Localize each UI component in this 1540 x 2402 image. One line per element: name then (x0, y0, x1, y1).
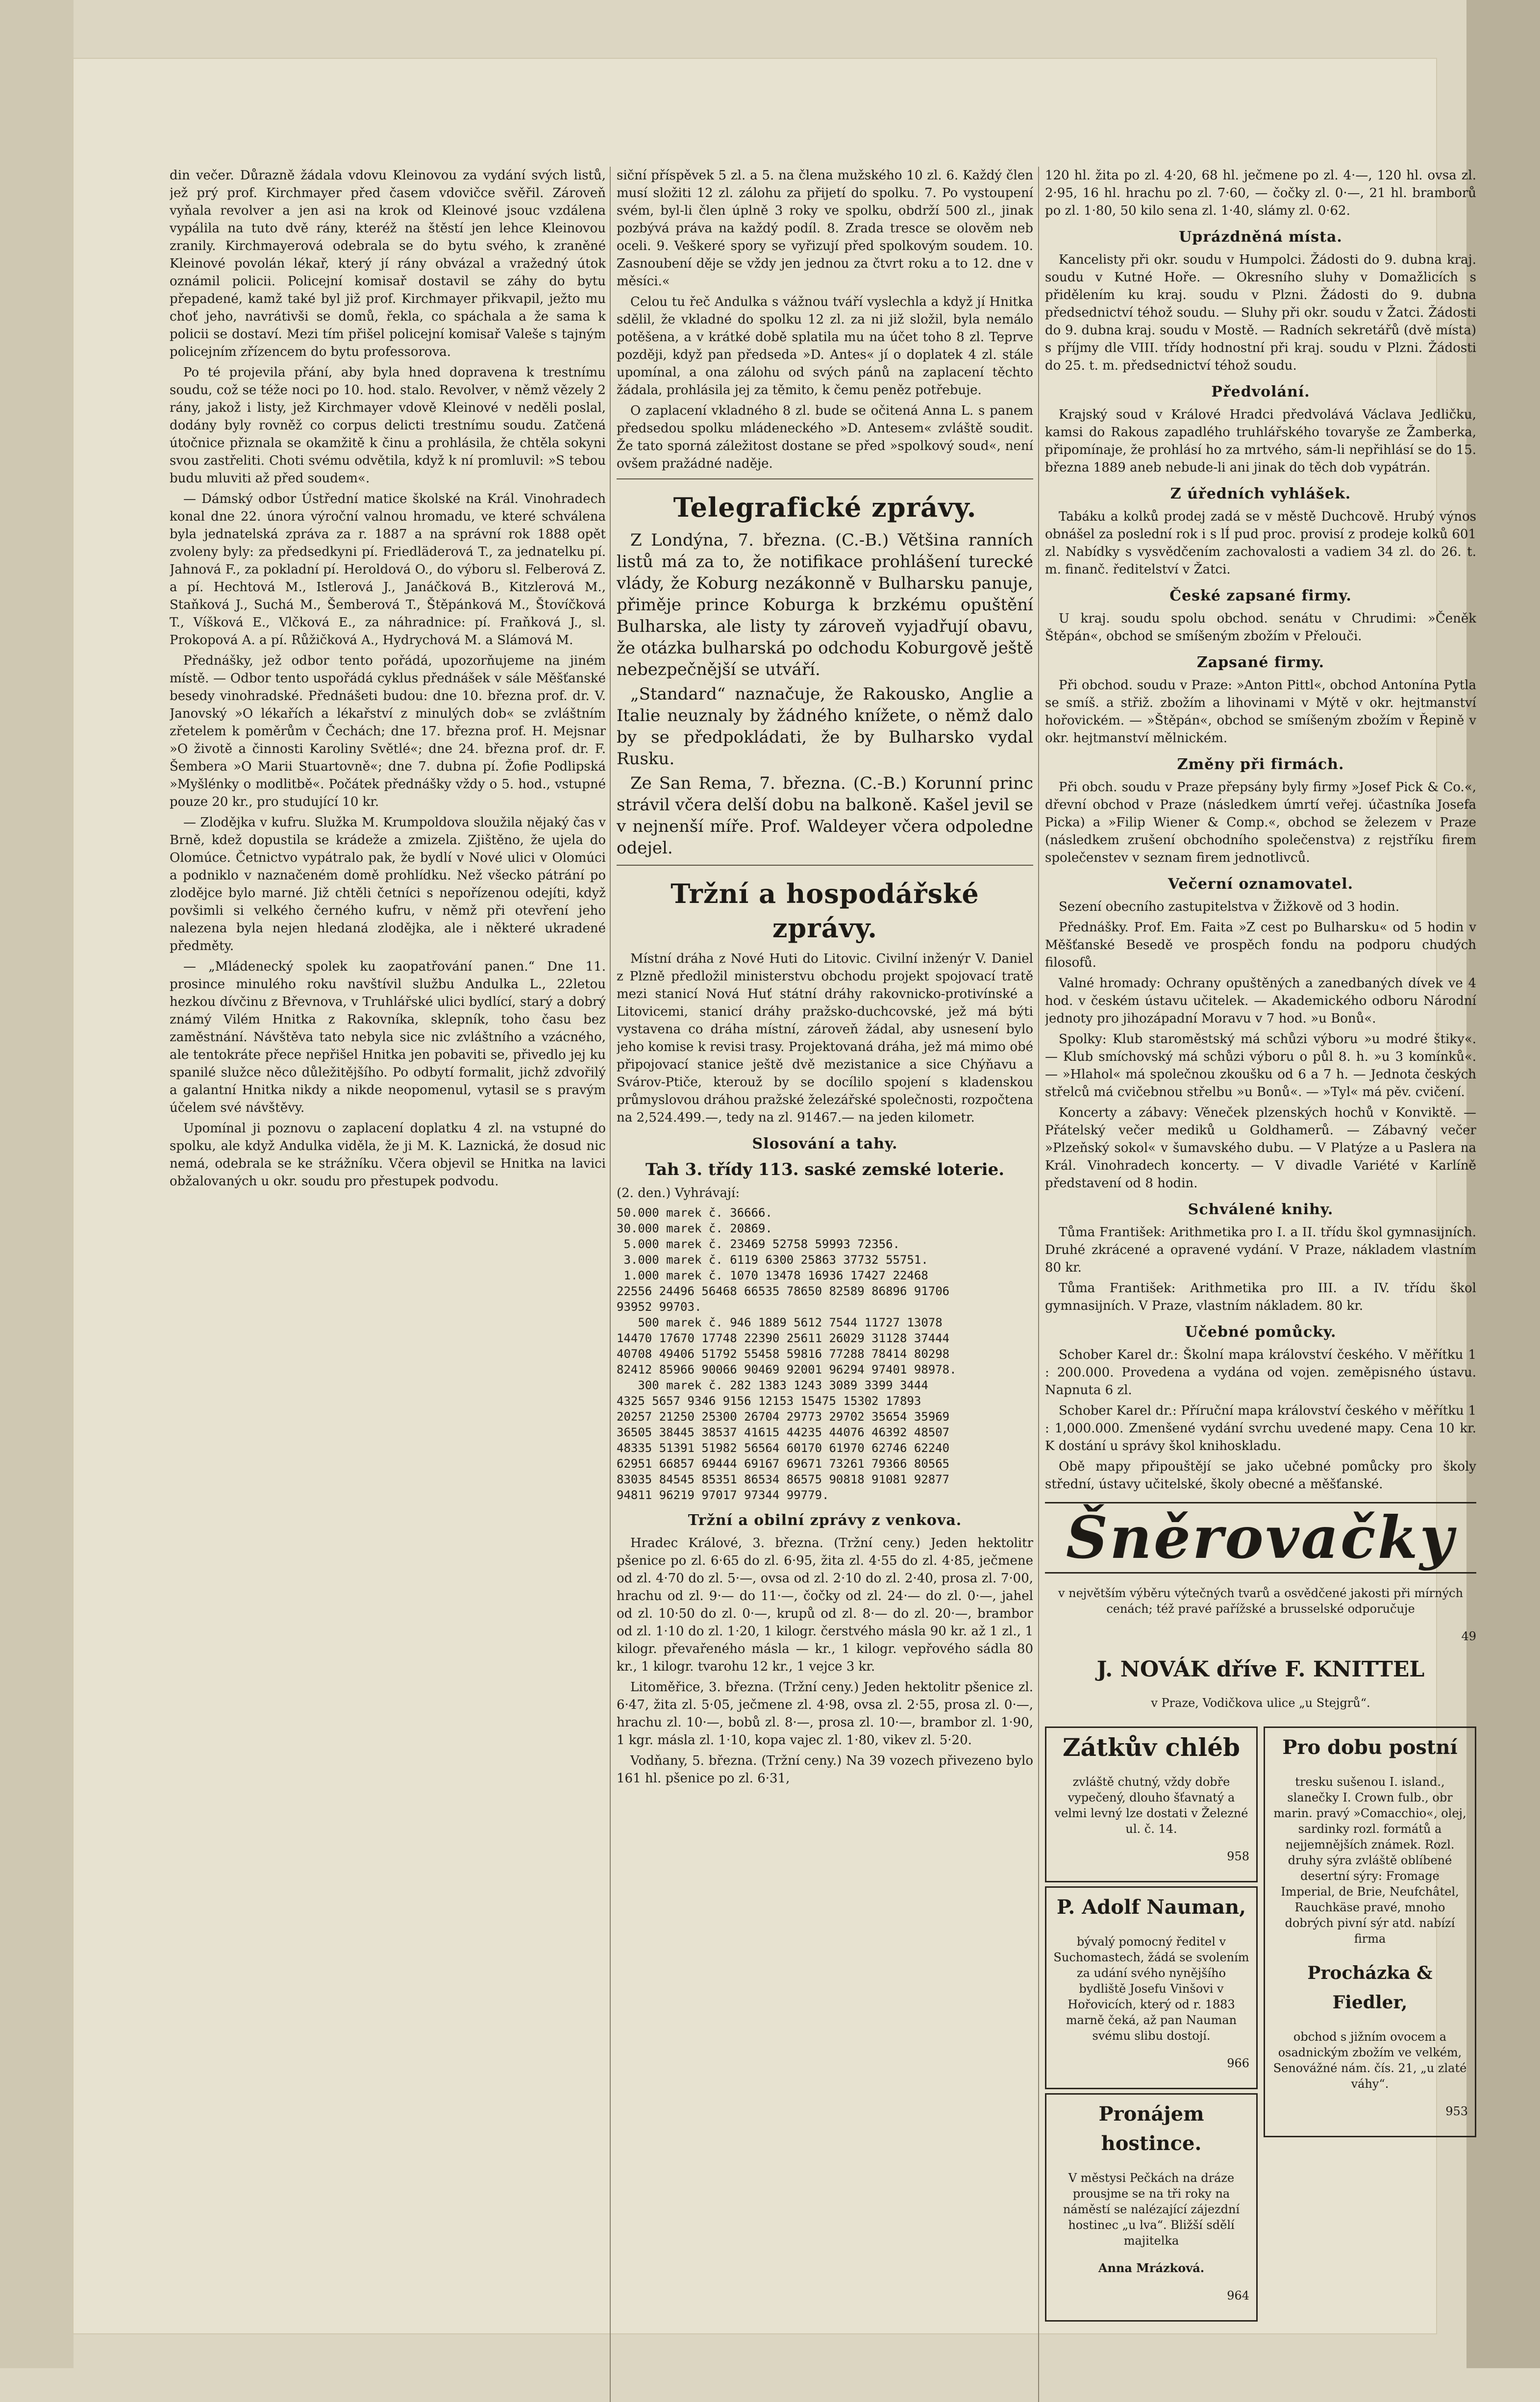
lottery-line: 82412 85966 90066 90469 92001 96294 97401 98978. (617, 1362, 1033, 1377)
grain-item: Litoměřice, 3. března. (Tržní ceny.) Jeden hektolitr pšenice zl. 6·47, žita zl. 5·05, ječmene zl. 4·98, ovsa zl. 2·55, prosa zl. 0·—, hrachu zl. 10·—, bobů zl. 8·—, prosa zl. 10·—, brambor zl. 1·90, 1 kgr. másla zl. 1·10, kopa vajec zl. 1·80, vikev zl. 5·20. (617, 1678, 1033, 1749)
firms2-text: Při obchod. soudu v Praze: »Anton Pittl«, obchod Antonína Pytla se smíš. a střiž. zbožím a lihovinami v Mýtě v okr. hejtmanství hořovickém. — »Štěpán«, obchod se smíšeným zbožím v Řepině v okr. hejtmanství mělnickém. (1045, 676, 1476, 747)
lottery-line: 94811 96219 97017 97344 99779. (617, 1487, 1033, 1503)
advert-nauman (1045, 1886, 1258, 2089)
lottery-line: 83035 84545 85351 86534 86575 90818 91081 92877 (617, 1472, 1033, 1487)
advert-bread-text: zvláště chutný, vždy dobře vypečený, dlouho šťavnatý a velmi levný lze dostati v Železné ul. č. 14. (1053, 1774, 1249, 1837)
lottery-line: 48335 51391 51982 56564 60170 61970 62746 62240 (617, 1440, 1033, 1456)
aids-heading: Učebné pomůcky. (1045, 1322, 1476, 1343)
section-divider (617, 865, 1033, 866)
advert-inn-owner: Anna Mrázková. (1053, 2260, 1249, 2276)
lottery-line: 4325 5657 9346 9156 12153 15475 15302 17893 (617, 1393, 1033, 1409)
event-item: Spolky: Klub staroměstský má schůzi výboru »u modré štiky«. — Klub smíchovský má schůzi výboru o půl 8. h. »u 3 komínků«. — »Hlahol« má společnou zkoušku od 6 a 7 h. — Jednota českých střelců má cvičebnou střelbu »u Bonů«. — »Tyl« má pěv. cvičení. (1045, 1030, 1476, 1101)
advert-inn-text: V městysi Pečkách na dráze prousjme se na tři roky na náměstí se nalézající zájezdní hostinec „u lva“. Bližší sdělí majitelka (1053, 2170, 1249, 2249)
vacancy-heading: Uprázdněná místa. (1045, 226, 1476, 248)
lottery-line: 14470 17670 17748 22390 25611 26029 31128 37444 (617, 1330, 1033, 1346)
article-paragraph: — Dámský odbor Ústřední matice školské na Král. Vinohradech konal dne 22. února výroční valnou hromadu, ve které schválena byla jednatelská zpráva za r. 1887 a na správní rok 1888 opět zvoleny byly: za předsedkyni pí. Friedläderová T., za jednatelku pí. Jahnová F., za pokladní pí. Heroldová O., do výboru sl. Felberová Z. a pí. Hechtová M., Istlerová J., Janáčková B., Kitzlerová M., Staňková J., Suchá M., Šemberová T., Štěpánková M., Štovíčková T., Víšková E., Vlčková E., za náhradnice: pí. Fraňková J., sl. Prokopová A. a pí. Růžičková A., Hydrychová M. a Slámová M. (170, 490, 606, 649)
section-divider (617, 478, 1033, 479)
office-heading: Z úředních vyhlášek. (1045, 483, 1476, 505)
lottery-title: Tah 3. třídy 113. saské zemské loterie. (617, 1159, 1033, 1180)
event-item: Sezení obecního zastupitelstva v Žižkově od 3 hodin. (1045, 898, 1476, 916)
telegraph-item: „Standard“ naznačuje, že Rakousko, Anglie a Italie neuznaly by žádného knížete, o němž dalo by se předpokládati, že by Bulharsko vydal Rusku. (617, 683, 1033, 770)
advert-address: v Praze, Vodičkova ulice „u Stejgrů“. (1045, 1695, 1476, 1711)
economy-item: Místní dráha z Nové Huti do Litovic. Civilní inženýr V. Daniel z Plzně předložil ministerstvu obchodu projekt spojovací tratě mezi stanicí Nová Huť státní dráhy rakovnicko-protivínské a Litovicemi, stanicí dráhy pražsko-duchcovské, jež má býti vystavena co dráha místní, zároveň žádal, aby usnesení bylo jeho komise k revisi trasy. Projektovaná dráha, jež má mimo obé připojovací stanice ještě dvě mezistanice a sice Chýňavu a Svárov-Ptiče, kterouž by se docílilo spojení s kladenskou průmyslovou dráhou pražské železářské společnosti, rozpočtena na 2,524.499.—, tedy na zl. 91467.— na jeden kilometr. (617, 950, 1033, 1126)
lottery-line: 62951 66857 69444 69167 69671 73261 79366 80565 (617, 1456, 1033, 1472)
lottery-line: 22556 24496 56468 66535 78650 82589 86896 91706 (617, 1283, 1033, 1299)
article-paragraph: Přednášky, jež odbor tento pořádá, upozorňujeme na jiném místě. — Odbor tento uspořádá cyklus přednášek v sále Měšťanské besedy vinohradské. Přednášeti budou: dne 10. března prof. dr. V. Janovský »O lékařích a lékařství z minulých dob« se zvláštním zřetelem k poměrům v Čechách; dne 17. března prof. H. Mejsnar »O životě a činnosti Karoliny Světlé«; dne 24. března prof. dr. F. Šembera »O Marii Stuartovně«; dne 7. dubna pí. Žofie Podlipská »Myšlénky o modlitbě«. Počátek přednášky vždy o 5. hod., vstupné pouze 20 kr., pro studující 10 kr. (170, 652, 606, 811)
article-paragraph: Upomínal ji poznovu o zaplacení doplatku 4 zl. na vstupné do spolku, ale když Andulka viděla, že ji M. K. Laznická, že dosud nic nemá, odebrala se ke strážníku. Včera objevil se Hnitka na lavici obžalovaných u okr. soudu pro přestupek podvodu. (170, 1120, 606, 1190)
lottery-line: 300 marek č. 282 1383 1243 3089 3399 3444 (617, 1377, 1033, 1393)
events-heading: Večerní oznamovatel. (1045, 874, 1476, 895)
article-paragraph: Celou tu řeč Andulka s vážnou tváří vyslechla a když jí Hnitka sdělil, že vkladné do spolku 12 zl. za ni již složil, byla nemálo potěšena, a v krátké době splatila mu na účet toho 8 zl. Teprve později, když pan předseda »D. Antes« jí o doplatek 4 zl. stále upomínal, a ona zálohu od svých pánů na zaplacení těchto žádala, prohlásila jej za těmito, k čemu peněz potřebuje. (617, 293, 1033, 399)
article-paragraph: Po té projevila přání, aby byla hned dopravena k trestnímu soudu, což se téže noci po 10. hod. stalo. Revolver, v němž vězely 2 rány, jakož i listy, jež Kirchmayer vdově Kleinové v neděli poslal, dodány byly rovněž co corpus delicti trestnímu soudu. Zatčená útočnice přiznala se okamžitě k činu a prohlásila, že chtěla sokyni svou zastřeliti. Choti svému odvětila, když k ní promluvil: »S tebou budu mluviti až před soudem«. (170, 364, 606, 487)
column-rule (610, 167, 611, 2402)
advert-bread-title: Zátkův chléb (1053, 1733, 1249, 1762)
firms-text: U kraj. soudu spolu obchod. senátu v Chrudimi: »Čeněk Štěpán«, obchod se smíšeným zbožím v Přelouči. (1045, 610, 1476, 645)
column-3 (1045, 167, 1476, 2402)
article-paragraph: — Zlodějka v kufru. Služka M. Krumpoldova sloužila nějaký čas v Brně, kdež dopustila se krádeže a zmizela. Zjištěno, že ujela do Olomúce. Četnictvo vypátralo pak, že bydlí v Nové ulici v Olomúci a podniklo v naznačeném domě prohlídku. Než všecko pátrání po zlodějce bylo marné. Již chtěli četníci s nepořízenou odejíti, když povšimli si velkého černého kufru, v němž při otevření jeho nalezena byla nejen hledaná zlodějka, ale i některé ukradené předměty. (170, 814, 606, 955)
section-title-economy: Tržní a hospodářské zprávy. (617, 876, 1033, 945)
article-paragraph: din večer. Důrazně žádala vdovu Kleinovou za vydání svých listů, jež prý prof. Kirchmayer před časem vdovičce svěřil. Zároveň vyňala revolver a jen asi na krok od Kleinové jsouc vzdálena vypálila na tuto dvě rány, kteréž na štěstí jen lehce Kleinovou zranily. Kirchmayerová odebrala se do bytu svého, k zraněné Kleinové povolán lékař, který jí rány obvázal a vražedný útok oznámil policii. Policejní komisař dostavil se záhy do bytu přepadené, kamž také byl již prof. Kirchmayer přikvapil, ježto mu choť jeho, navrátivši se domů, řekla, co spáchala a že sama k policii se dostaví. Mezi tím přišel policejní komisař Valeše s tajným policejním zřízencem do bytu professorova. (170, 167, 606, 361)
advert-bread-number: 958 (1053, 1849, 1249, 1864)
advert-number: 49 (1045, 1628, 1476, 1644)
telegraph-item: Ze San Rema, 7. března. (C.-B.) Korunní princ strávil včera delší dobu na balkoně. Kašel jevil se v nejnenší míře. Prof. Waldeyer včera odpoledne odejel. (617, 773, 1033, 859)
summons-heading: Předvolání. (1045, 381, 1476, 403)
advert-lent-title: Pro dobu postní (1272, 1733, 1468, 1762)
lottery-line: 30.000 marek č. 20869. (617, 1221, 1033, 1236)
firms2-heading: Zapsané firmy. (1045, 652, 1476, 674)
column-rule (1038, 167, 1039, 2402)
advert-inn-title: Pronájem hostince. (1053, 2100, 1249, 2158)
advert-column-left (1045, 1723, 1258, 2326)
book-item: Tůma František: Arithmetika pro III. a IV. třídu škol gymnasijních. V Praze, vlastním nákladem. 80 kr. (1045, 1279, 1476, 1315)
event-item: Valné hromady: Ochrany opuštěných a zanedbaných dívek ve 4 hod. v českém ústavu učitelek. — Akademického odboru Národní jednoty pro jihozápadní Moravu v 7 hod. »u Bonů«. (1045, 975, 1476, 1027)
advert-inn-number: 964 (1053, 2288, 1249, 2303)
advert-lent-firm: Procházka & Fiedler, (1272, 1958, 1468, 2017)
market-continued: 120 hl. žita po zl. 4·20, 68 hl. ječmene po zl. 4·—, 120 hl. ovsa zl. 2·95, 16 hl. hrachu po zl. 7·60, — čočky zl. 0·—, 21 hl. bramborů po zl. 1·80, 50 kilo sena zl. 1·40, slámy zl. 0·62. (1045, 167, 1476, 220)
section-title-telegraph: Telegrafické zprávy. (617, 490, 1033, 525)
advert-row (1045, 1723, 1476, 2326)
scan-left-margin (0, 0, 74, 2368)
lottery-line: 500 marek č. 946 1889 5612 7544 11727 13078 (617, 1315, 1033, 1330)
lottery-heading: Slosování a tahy. (617, 1133, 1033, 1155)
grain-heading: Tržní a obilní zprávy z venkova. (617, 1510, 1033, 1531)
vacancy-text: Kancelisty při okr. soudu v Humpolci. Žádosti do 9. dubna kraj. soudu v Kutné Hoře. — Okresního sluhy v Domažlicích s přidělením ku kraj. soudu v Plzni. Žádosti do 9. dubna předsednictví téhož soudu. — Sluhy při okr. soudu v Žatci. Žádosti do 9. dubna kraj. soudu v Mostě. — Radních sekretářů (dvě místa) s příjmy dle VIII. třídy hodnostní při kraj. soudu v Plzni. Žádosti do 25. t. m. předsednictví téhož soudu. (1045, 251, 1476, 375)
advert-title-corsets: Šněrovačky (1045, 1502, 1476, 1574)
scan-right-edge (1466, 0, 1540, 2368)
lottery-date: (2. den.) Vyhrávají: (617, 1184, 1033, 1202)
grain-item: Hradec Králové, 3. března. (Tržní ceny.) Jeden hektolitr pšenice po zl. 6·65 do zl. 6·95, žita zl. 4·55 do zl. 4·85, ječmene od zl. 4·70 do zl. 5·—, ovsa od zl. 2·10 do zl. 2·40, prosa zl. 7·00, hrachu od zl. 9·— do 11·—, čočky od zl. 24·— do zl. 0·—, jahel od zl. 10·50 do zl. 0·—, krupů od zl. 8·— do zl. 20·—, brambor od zl. 1·10 do zl. 1·20, 1 kilogr. čerstvého másla 90 kr. až 1 zl., 1 kilogr. převařeného másla — kr., 1 kilogr. vepřového sádla 80 kr., 1 kilogr. tvarohu 12 kr., 1 vejce 3 kr. (617, 1534, 1033, 1676)
column-2 (617, 167, 1033, 2402)
lottery-line: 40708 49406 51792 55458 59816 77288 78414 80298 (617, 1346, 1033, 1362)
article-paragraph: O zaplacení vkladného 8 zl. bude se očitená Anna L. s panem předsedou spolku mládeneckého »D. Antesem« zvláště soudit. Že tato sporná záležitost dostane se před »spolkový soud«, není ovšem pražádné naděje. (617, 402, 1033, 473)
lottery-line: 1.000 marek č. 1070 13478 16936 17427 22468 (617, 1268, 1033, 1283)
article-paragraph: — „Mládenecký spolek ku zaopatřování panen.“ Dne 11. prosince minulého roku navštívil službu Andulka L., 22letou hezkou dívčinu z Břevnova, v Truhlářské ulici bydlící, starý a dobrý známý Vilém Hnitka z Rakovníka, sklepník, toho času bez zaměstnání. Návštěva tato nebyla sice nic zvláštního a vzácného, ale tentokráte přece nepřišel Hnitka jen pobaviti se, přivedlo jej ku spanilé služce něco důležitějšího. Po odbytí formalit, jichž zdvořilý a galantní Hnitka nikdy a nikde neopomenul, vytasil se s pravým účelem své návštěvy. (170, 958, 606, 1117)
lottery-line: 50.000 marek č. 36666. (617, 1205, 1033, 1221)
aid-item: Obě mapy připouštějí se jako učebné pomůcky pro školy střední, ústavy učitelské, školy obecné a měšťanské. (1045, 1458, 1476, 1493)
advert-bread (1045, 1726, 1258, 1882)
summons-text: Krajský soud v Králové Hradci předvolává Václava Jedličku, kamsi do Rakous zapadlého truhlářského tovaryše ze Žamberka, připomínaje, že prohlásí ho za mrtvého, sám-li nepřihlásí se do 15. března 1889 aneb nebude-li ani jinak do těch dob vypátrán. (1045, 406, 1476, 476)
advert-lent (1264, 1726, 1476, 2137)
changes-text: Při obch. soudu v Praze přepsány byly firmy »Josef Pick & Co.«, dřevní obchod v Praze (následkem úmrtí veřej. účastníka Josefa Picka) a »Filip Wiener & Comp.«, obchod se železem v Praze (následkem zrušení obchodního společenstva) z rejstříku firem společenstev v seznam firem jednotlivců. (1045, 778, 1476, 867)
advert-lent-address: obchod s jižním ovocem a osadnickým zbožím ve velkém, Senovážné nám. čís. 21, „u zlaté váhy“. (1272, 2029, 1468, 2092)
lottery-line: 36505 38445 38537 41615 44235 44076 46392 48507 (617, 1425, 1033, 1440)
advert-nauman-text: bývalý pomocný ředitel v Suchomastech, žádá se svolením za udání svého nynějšího bydliště Josefu Vinšovi v Hořovicích, který od r. 1883 marně čeká, až pan Nauman svému slibu dostojí. (1053, 1934, 1249, 2044)
advert-text: v největším výběru výtečných tvarů a osvědčené jakosti při mírných cenách; též pravé pařížské a brusselské odporučuje (1045, 1585, 1476, 1617)
lottery-line: 3.000 marek č. 6119 6300 25863 37732 55751. (617, 1252, 1033, 1268)
lottery-line: 5.000 marek č. 23469 52758 59993 72356. (617, 1236, 1033, 1252)
grain-item: Vodňany, 5. března. (Tržní ceny.) Na 39 vozech přivezeno bylo 161 hl. pšenice po zl. 6·31, (617, 1752, 1033, 1787)
books-heading: Schválené knihy. (1045, 1199, 1476, 1221)
advert-lent-number: 953 (1272, 2103, 1468, 2119)
advert-nauman-title: P. Adolf Nauman, (1053, 1893, 1249, 1922)
article-paragraph: siční příspěvek 5 zl. a 5. na člena mužského 10 zl. 6. Každý člen musí složiti 12 zl. zálohu za přijetí do spolku. 7. Po vystoupení svém, byl-li člen úplně 3 roky ve spolku, obdrží 500 zl., jinak pozbývá práva na každý podíl. 8. Zrada tresce se olověm neb oceli. 9. Veškeré spory se vyřizují před spolkovým soudem. 10. Zasnoubení děje se vždy jen jednou za čtvrt roku a to 12. dne v měsíci.« (617, 167, 1033, 290)
advert-nauman-number: 966 (1053, 2055, 1249, 2071)
advert-firm: J. NOVÁK dříve F. KNITTEL (1045, 1656, 1476, 1683)
column-1 (170, 167, 606, 2402)
firms-heading: České zapsané firmy. (1045, 585, 1476, 607)
aid-item: Schober Karel dr.: Příruční mapa království českého v měřítku 1 : 1,000.000. Zmenšené vydání svrchu uvedené mapy. Cena 10 kr. K dostání u správy škol knihoskladu. (1045, 1402, 1476, 1455)
event-item: Koncerty a zábavy: Věneček plzenských hochů v Konviktě. — Přátelský večer mediků u Goldhamerů. — Zábavný večer »Plzeňský sokol« v šumavského dubu. — V Platýze a u Paslera na Král. Vinohradech koncerty. — V divadle Variété v Karlíně představení od 8 hodin. (1045, 1104, 1476, 1192)
office-text: Tabáku a kolků prodej zadá se v městě Duchcově. Hrubý výnos obnášel za poslední rok i s lÍ pud proc. provisí z prodeje kolků 601 zl. Nabídky s vysvědčením zachovalosti a vadiem 34 zl. do 26. t. m. finanč. ředitelství v Žatci. (1045, 508, 1476, 578)
changes-heading: Změny při firmách. (1045, 754, 1476, 776)
advert-inn (1045, 2093, 1258, 2322)
aid-item: Schober Karel dr.: Školní mapa království českého. V měřítku 1 : 200.000. Provedena a vydána od vojen. zeměpisného ústavu. Napnuta 6 zl. (1045, 1346, 1476, 1399)
advert-lent-text: tresku sušenou I. island., slanečky I. Crown fulb., obr marin. pravý »Comacchio«, olej, sardinky rozl. formátů a nejjemnějších známek. Rozl. druhy sýra zvláště oblíbené desertní sýry: Fromage Imperial, de Brie, Neufchâtel, Rauchkäse pravé, mnoho dobrých pivní sýr atd. nabízí firma (1272, 1774, 1468, 1947)
book-item: Tůma František: Arithmetika pro I. a II. třídu škol gymnasijních. Druhé zkrácené a opravené vydání. V Praze, nákladem vlastním 80 kr. (1045, 1224, 1476, 1276)
lottery-line: 93952 99703. (617, 1299, 1033, 1315)
lottery-results (617, 1205, 1033, 1503)
telegraph-item: Z Londýna, 7. března. (C.-B.) Většina ranních listů má za to, že notifikace prohlášení turecké vlády, že Koburg nezákonně v Bulharsku panuje, přiměje prince Koburga k brzkému opuštění Bulharska, ale listy ty zároveň vyjadřují obavu, že otázka bulharská po odchodu Koburgově ještě nebezpečnější se utváří. (617, 529, 1033, 680)
lottery-line: 20257 21250 25300 26704 29773 29702 35654 35969 (617, 1409, 1033, 1425)
advert-column-right (1264, 1723, 1476, 2326)
newspaper-page (74, 59, 1436, 2333)
event-item: Přednášky. Prof. Em. Faita »Z cest po Bulharsku« od 5 hodin v Měšťanské Besedě ve prospěch fondu na podporu chudých filosofů. (1045, 919, 1476, 972)
